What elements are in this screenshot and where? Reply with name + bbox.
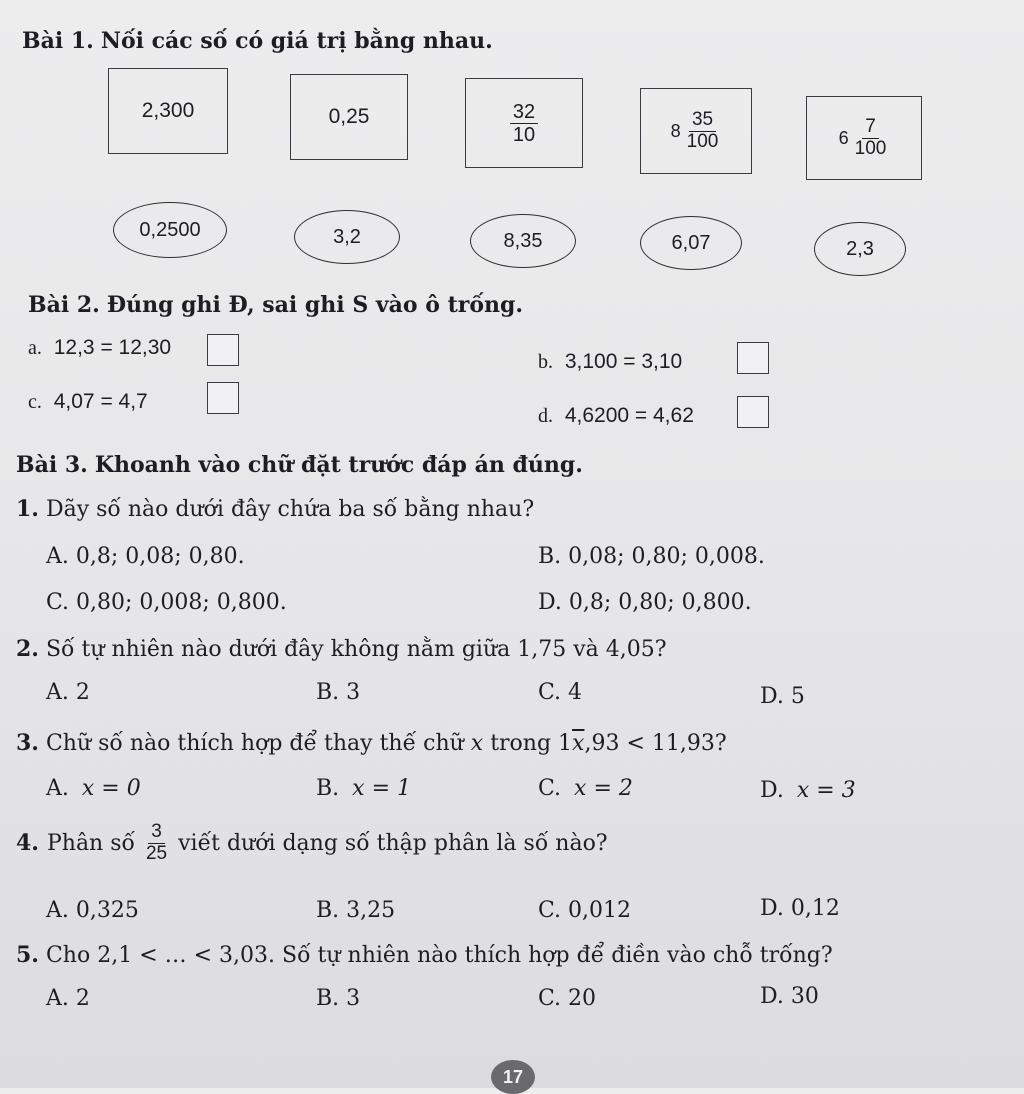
q3-option-b[interactable] bbox=[316, 776, 411, 801]
q3-option-a[interactable] bbox=[46, 776, 141, 801]
fraction-denominator: 10 bbox=[512, 123, 536, 146]
mixed-number-6 bbox=[839, 117, 890, 160]
question-1-number: 1. bbox=[16, 496, 39, 522]
question-3-expr-post: ,93 < 11,93? bbox=[584, 731, 727, 756]
q5-option-c[interactable]: C. 20 bbox=[538, 986, 597, 1011]
question-5-number: 5. bbox=[16, 942, 39, 968]
q2-option-a[interactable]: A. 2 bbox=[46, 680, 90, 705]
question-2-number: 2. bbox=[16, 636, 39, 662]
q2-option-c[interactable]: C. 4 bbox=[538, 680, 583, 705]
bai1-heading bbox=[22, 28, 493, 54]
question-3-text-before: Chữ số nào thích hợp để thay thế chữ bbox=[45, 731, 471, 756]
value-box-mixed-1[interactable] bbox=[640, 88, 752, 174]
mixed-denominator: 100 bbox=[686, 130, 719, 152]
question-3-expr-over: $\overline{x}$ bbox=[572, 731, 585, 756]
page-number: 17 bbox=[491, 1060, 535, 1094]
q3-option-d-value: x = 3 bbox=[796, 778, 856, 803]
oval-4-text: 6,07 bbox=[671, 231, 711, 254]
q2-option-d[interactable]: D. 5 bbox=[760, 684, 805, 709]
question-4-number: 4. bbox=[16, 830, 39, 857]
bai2-item-b bbox=[538, 350, 682, 374]
mixed-denominator: 100 bbox=[854, 137, 887, 159]
q3-option-b-value: x = 1 bbox=[352, 776, 411, 801]
question-5 bbox=[16, 942, 833, 968]
bai2-item-c bbox=[28, 390, 148, 414]
fraction-32-10 bbox=[510, 101, 538, 146]
oval-5[interactable] bbox=[814, 222, 906, 276]
oval-5-text: 2,3 bbox=[846, 237, 874, 260]
q4-option-c[interactable]: C. 0,012 bbox=[538, 898, 632, 923]
q3-option-a-label: A. bbox=[46, 776, 69, 801]
q3-option-b-label: B. bbox=[316, 776, 340, 801]
q4-option-a[interactable]: A. 0,325 bbox=[46, 898, 139, 923]
value-box-fraction[interactable] bbox=[465, 78, 583, 168]
mixed-whole: 6 bbox=[838, 127, 849, 148]
question-4-text-after: viết dưới dạng số thập phân là số nào? bbox=[178, 830, 608, 856]
fraction-3-25 bbox=[143, 822, 170, 865]
item-d-expr: 4,6200 = 4,62 bbox=[564, 404, 694, 427]
item-a-label: a. bbox=[28, 337, 42, 359]
mixed-fraction bbox=[852, 117, 890, 160]
bai3-title-text: Khoanh vào chữ đặt trước đáp án đúng. bbox=[94, 452, 583, 478]
oval-1[interactable] bbox=[113, 202, 227, 258]
q5-option-d[interactable]: D. 30 bbox=[760, 984, 819, 1009]
fraction-numerator: 32 bbox=[510, 101, 538, 124]
answer-box-c[interactable] bbox=[207, 382, 239, 414]
item-c-expr: 4,07 = 4,7 bbox=[53, 390, 148, 413]
mixed-number-8 bbox=[671, 110, 722, 153]
bai3-heading bbox=[16, 452, 583, 478]
item-b-label: b. bbox=[538, 351, 553, 373]
q1-option-c[interactable]: C. 0,80; 0,008; 0,800. bbox=[46, 590, 287, 615]
value-box-1[interactable] bbox=[108, 68, 228, 154]
q1-option-d[interactable]: D. 0,8; 0,80; 0,800. bbox=[538, 590, 752, 615]
bai2-item-d bbox=[538, 404, 694, 428]
value-box-2-text: 0,25 bbox=[328, 105, 370, 128]
oval-2-text: 3,2 bbox=[333, 225, 361, 248]
question-4-text-before: Phân số bbox=[46, 830, 135, 856]
oval-3-text: 8,35 bbox=[503, 229, 543, 252]
question-4 bbox=[16, 822, 608, 865]
oval-3[interactable] bbox=[470, 214, 576, 268]
item-a-expr: 12,3 = 12,30 bbox=[53, 336, 172, 359]
q3-option-d[interactable] bbox=[760, 778, 856, 803]
q5-option-a[interactable]: A. 2 bbox=[46, 986, 90, 1011]
q4-option-d[interactable]: D. 0,12 bbox=[760, 896, 840, 921]
q3-option-c[interactable] bbox=[538, 776, 633, 801]
fraction-numerator: 3 bbox=[148, 822, 165, 844]
mixed-numerator: 35 bbox=[689, 110, 716, 132]
q4-option-b[interactable]: B. 3,25 bbox=[316, 898, 396, 923]
q5-option-b[interactable]: B. 3 bbox=[316, 986, 361, 1011]
item-c-label: c. bbox=[28, 391, 42, 413]
question-3-expr-pre: 1 bbox=[558, 731, 573, 756]
bai1-title-text: Nối các số có giá trị bằng nhau. bbox=[100, 28, 493, 54]
question-3-text-mid: trong bbox=[483, 731, 559, 756]
oval-2[interactable] bbox=[294, 210, 400, 264]
question-1 bbox=[16, 496, 534, 522]
bai3-title-prefix: Bài 3. bbox=[16, 452, 88, 478]
q1-option-a[interactable]: A. 0,8; 0,08; 0,80. bbox=[46, 544, 245, 569]
q2-option-b[interactable]: B. 3 bbox=[316, 680, 361, 705]
question-1-text: Dãy số nào dưới đây chứa ba số bằng nhau? bbox=[45, 497, 535, 522]
q3-option-d-label: D. bbox=[760, 778, 784, 803]
mixed-numerator: 7 bbox=[862, 117, 879, 139]
oval-1-text: 0,2500 bbox=[139, 218, 201, 241]
bai1-title-prefix: Bài 1. bbox=[22, 28, 94, 54]
question-3-number: 3. bbox=[16, 730, 39, 756]
bai2-heading bbox=[28, 292, 523, 318]
bai2-item-a bbox=[28, 336, 171, 360]
mixed-fraction bbox=[684, 110, 722, 153]
q3-option-a-value: x = 0 bbox=[81, 776, 141, 801]
q1-option-b[interactable]: B. 0,08; 0,80; 0,008. bbox=[538, 544, 765, 569]
answer-box-d[interactable] bbox=[737, 396, 769, 428]
q3-option-c-label: C. bbox=[538, 776, 562, 801]
value-box-1-text: 2,300 bbox=[141, 99, 195, 122]
value-box-2[interactable] bbox=[290, 74, 408, 160]
question-5-text: Cho 2,1 < … < 3,03. Số tự nhiên nào thích hợp để điền vào chỗ trống? bbox=[45, 943, 833, 968]
answer-box-a[interactable] bbox=[207, 334, 239, 366]
bai2-title-text: Đúng ghi Đ, sai ghi S vào ô trống. bbox=[106, 292, 524, 318]
question-3-var: x bbox=[470, 731, 484, 756]
question-2-text: Số tự nhiên nào dưới đây không nằm giữa 1,75 và 4,05? bbox=[45, 637, 667, 662]
item-d-label: d. bbox=[538, 405, 553, 427]
item-b-expr: 3,100 = 3,10 bbox=[564, 350, 683, 373]
oval-4[interactable] bbox=[640, 216, 742, 270]
q3-option-c-value: x = 2 bbox=[574, 776, 633, 801]
question-3 bbox=[16, 730, 727, 756]
answer-box-b[interactable] bbox=[737, 342, 769, 374]
value-box-mixed-2[interactable] bbox=[806, 96, 922, 180]
fraction-denominator: 25 bbox=[145, 842, 168, 864]
question-2 bbox=[16, 636, 667, 662]
bai2-title-prefix: Bài 2. bbox=[28, 292, 100, 318]
mixed-whole: 8 bbox=[670, 120, 681, 141]
